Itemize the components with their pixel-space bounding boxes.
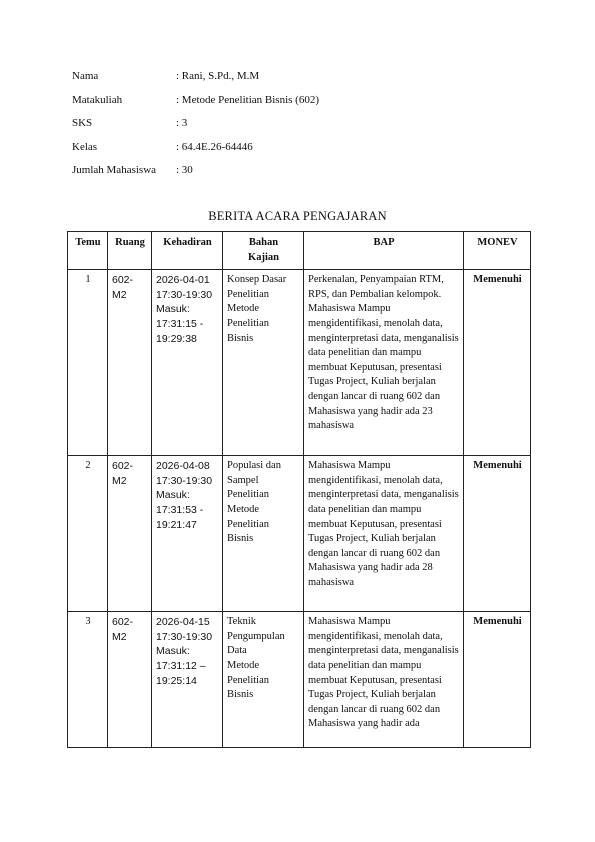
header-bap: BAP [304,232,464,270]
cell-ruang: 602- M2 [108,612,152,748]
info-value: : Metode Penelitian Bisnis (602) [176,93,319,106]
info-label: Matakuliah [72,93,123,106]
cell-bahan-kajian: Teknik Pengumpulan Data Metode Penelitian Bisnis [223,612,304,748]
cell-temu: 2 [68,456,108,612]
cell-bap: Mahasiswa Mampu mengidentifikasi, menolah data, menginterpretasi data, menganalisis data penelitian dan mampu membuat Keputusan, presentasi Tugas Project, Kuliah berjalan dengan lancar di ruang 602 dan Mahasiswa yang hadir ada [304,612,464,748]
cell-kehadiran: 2026-04-01 17:30-19:30 Masuk: 17:31:15 - 19:29:38 [152,270,223,456]
cell-ruang: 602- M2 [108,456,152,612]
info-value: : 30 [176,164,193,176]
info-label: Jumlah Mahasiswa [72,164,157,176]
course-info [72,70,476,188]
cell-bap: Mahasiswa Mampu mengidentifikasi, menolah data, menginterpretasi data, menganalisis data penelitian dan mampu membuat Keputusan, presentasi Tugas Project, Kuliah berjalan dengan lancar di ruang 602 dan Mahasiswa yang hadir ada 28 mahasiswa [304,456,464,612]
info-row-jumlah-mahasiswa [72,164,476,188]
table-header-row [68,232,531,270]
cell-temu: 1 [68,270,108,456]
header-temu: Temu [68,232,108,270]
table-row [68,270,531,456]
info-value: : 64.4E.26-64446 [176,140,253,153]
berita-acara-table [67,231,531,748]
info-row-kelas [72,141,476,165]
info-label: SKS [72,117,93,129]
cell-bahan-kajian: Populasi dan Sampel Penelitian Metode Penelitian Bisnis [223,456,304,612]
header-ruang: Ruang [108,232,152,270]
cell-bahan-kajian: Konsep Dasar Penelitian Metode Penelitian Bisnis [223,270,304,456]
cell-monev: Memenuhi [464,456,531,612]
table-row [68,456,531,612]
info-row-nama [72,70,476,94]
cell-bap: Perkenalan, Penyampaian RTM, RPS, dan Pembalian kelompok. Mahasiswa Mampu mengidentifikasi, menolah data, menginterpretasi data, menganalisis data penelitian dan mampu membuat Keputusan, presentasi Tugas Project, Kuliah berjalan dengan lancar di ruang 602 dan Mahasiswa yang hadir ada 23 mahasiswa [304,270,464,456]
info-row-matakuliah [72,94,476,118]
info-label: Kelas [72,140,98,153]
table-row [68,612,531,748]
cell-kehadiran: 2026-04-15 17:30-19:30 Masuk: 17:31:12 – 19:25:14 [152,612,223,748]
cell-ruang: 602- M2 [108,270,152,456]
header-monev: MONEV [464,232,531,270]
info-row-sks [72,117,476,141]
info-value: : 3 [176,117,188,129]
page-title: BERITA ACARA PENGAJARAN [208,209,387,223]
cell-monev: Memenuhi [464,612,531,748]
header-kehadiran: Kehadiran [152,232,223,270]
info-label: Nama [72,70,99,82]
info-value: : Rani, S.Pd., M.M [176,70,260,82]
cell-temu: 3 [68,612,108,748]
cell-monev: Memenuhi [464,270,531,456]
header-bahan-kajian: Bahan Kajian [223,232,304,270]
cell-kehadiran: 2026-04-08 17:30-19:30 Masuk: 17:31:53 - 19:21:47 [152,456,223,612]
